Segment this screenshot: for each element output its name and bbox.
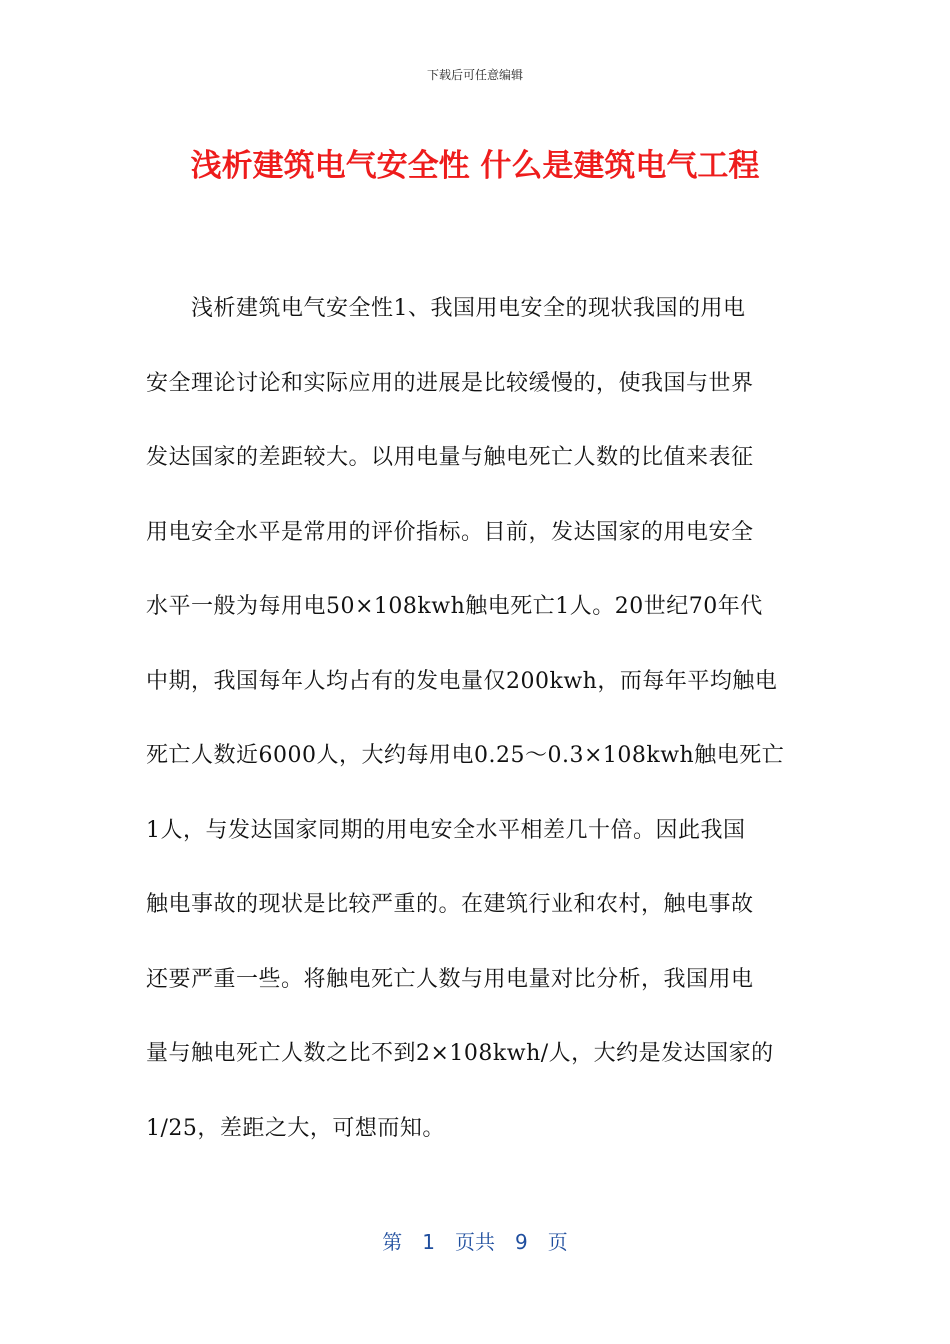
body-line: 1/25，差距之大，可想而知。 (146, 1115, 445, 1141)
body-line: 量与触电死亡人数之比不到2×108kwh/人，大约是发达国家的 (146, 1041, 774, 1066)
document-title: 浅析建筑电气安全性 什么是建筑电气工程 (190, 148, 760, 184)
body-line: 触电事故的现状是比较严重的。在建筑行业和农村，触电事故 (146, 892, 754, 917)
body-line: 用电安全水平是常用的评价指标。目前，发达国家的用电安全 (146, 519, 754, 545)
body-line: 发达国家的差距较大。以用电量与触电死亡人数的比值来表征 (146, 445, 754, 470)
body-line: 1人，与发达国家同期的用电安全水平相差几十倍。因此我国 (146, 817, 746, 843)
page-footer: 第 1 页共 9 页 (382, 1230, 568, 1254)
body-text (146, 272, 798, 1166)
body-line: 中期，我国每年人均占有的发电量仅200kwh，而每年平均触电 (146, 668, 778, 694)
body-line: 浅析建筑电气安全性1、我国用电安全的现状我国的用电 (146, 296, 746, 321)
header-note: 下载后可任意编辑 (426, 68, 523, 82)
body-line: 安全理论讨论和实际应用的进展是比较缓慢的，使我国与世界 (146, 370, 754, 396)
body-line: 水平一般为每用电50×108kwh触电死亡1人。20世纪70年代 (146, 594, 763, 619)
body-line: 还要严重一些。将触电死亡人数与用电量对比分析，我国用电 (146, 966, 754, 992)
body-line: 死亡人数近6000人，大约每用电0.25～0.3×108kwh触电死亡 (146, 743, 785, 768)
